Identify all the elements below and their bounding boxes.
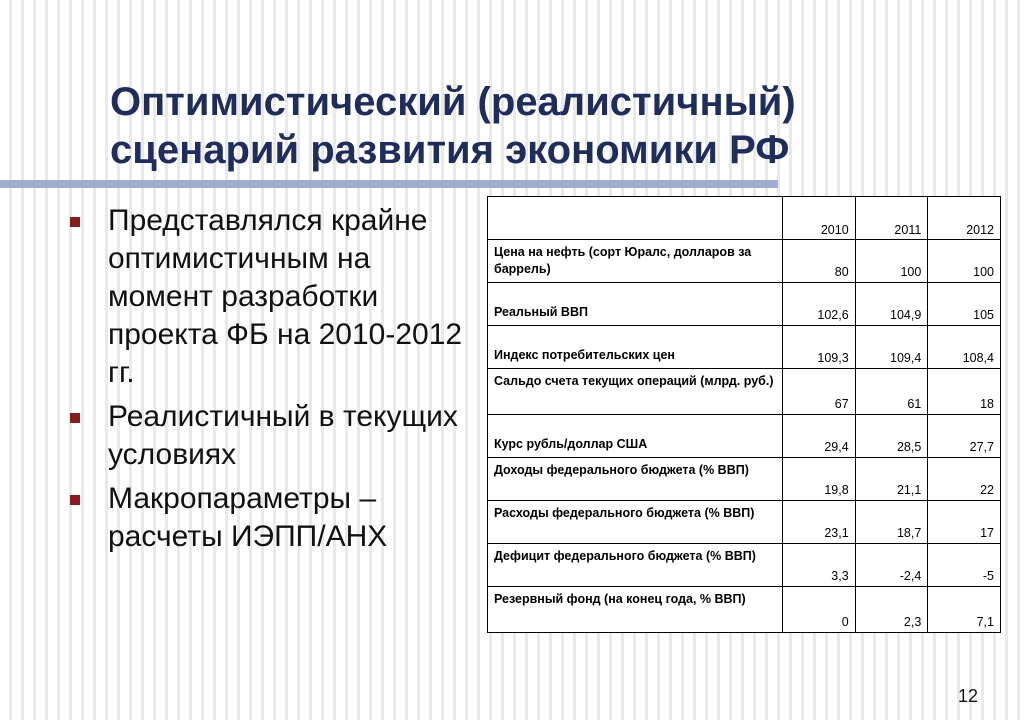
table-cell: 17 [928,501,1001,544]
square-bullet-icon [70,217,80,227]
slide-title [110,78,910,174]
table-cell: 100 [928,240,1001,283]
table-cell: 21,1 [855,458,928,501]
table-row [488,240,1001,283]
table-cell: 27,7 [928,415,1001,458]
table-cell: 104,9 [855,283,928,326]
table-cell: 18,7 [855,501,928,544]
row-label: Дефицит федерального бюджета (% ВВП) [488,544,783,587]
table-cell: 61 [855,369,928,415]
bullet-item [70,398,470,474]
table-cell: 102,6 [783,283,856,326]
table-cell: 19,8 [783,458,856,501]
table-cell: 3,3 [783,544,856,587]
table-cell: 23,1 [783,501,856,544]
square-bullet-icon [70,495,80,505]
row-label: Расходы федерального бюджета (% ВВП) [488,501,783,544]
table-row [488,544,1001,587]
table-header-cell: 2010 [783,197,856,240]
row-label: Курс рубль/доллар США [488,415,783,458]
slide-title-line-2: сценарий развития экономики РФ [110,128,790,172]
bullet-text: Макропараметры – расчеты ИЭПП/АНХ [108,482,388,553]
table-cell: 22 [928,458,1001,501]
slide-title-line-1: Оптимистический (реалистичный) [110,80,796,124]
row-label: Сальдо счета текущих операций (млрд. руб.) [488,369,783,415]
macro-parameters-table [487,196,1001,633]
table-cell: 100 [855,240,928,283]
bullet-text: Реалистичный в текущих условиях [108,400,458,471]
table-header-cell: 2012 [928,197,1001,240]
bullet-item [70,480,470,556]
table-cell: 109,4 [855,326,928,369]
table-header-row [488,197,1001,240]
table-row [488,326,1001,369]
row-label: Резервный фонд (на конец года, % ВВП) [488,587,783,633]
table-cell: 18 [928,369,1001,415]
row-label: Цена на нефть (сорт Юралс, долларов за баррель) [488,240,783,283]
table-row [488,283,1001,326]
table-row [488,458,1001,501]
title-underline-rule [0,180,778,188]
table-row [488,369,1001,415]
bullet-list [70,202,470,562]
bullet-text: Представлялся крайне оптимистичным на момент разработки проекта ФБ на 2010-2012 гг. [108,204,463,389]
table-row [488,415,1001,458]
row-label: Индекс потребительских цен [488,326,783,369]
table-cell: 2,3 [855,587,928,633]
row-label: Реальный ВВП [488,283,783,326]
table-cell: 80 [783,240,856,283]
table-cell: 108,4 [928,326,1001,369]
table-cell: 29,4 [783,415,856,458]
table-row [488,587,1001,633]
bullet-item [70,202,470,392]
table-cell: 109,3 [783,326,856,369]
table-cell: 7,1 [928,587,1001,633]
table-header-cell [488,197,783,240]
table-cell: -5 [928,544,1001,587]
table-cell: 28,5 [855,415,928,458]
table-cell: 105 [928,283,1001,326]
square-bullet-icon [70,413,80,423]
page-number: 12 [958,686,979,706]
table-header-cell: 2011 [855,197,928,240]
table-cell: 67 [783,369,856,415]
table-cell: -2,4 [855,544,928,587]
table-row [488,501,1001,544]
row-label: Доходы федерального бюджета (% ВВП) [488,458,783,501]
table-cell: 0 [783,587,856,633]
